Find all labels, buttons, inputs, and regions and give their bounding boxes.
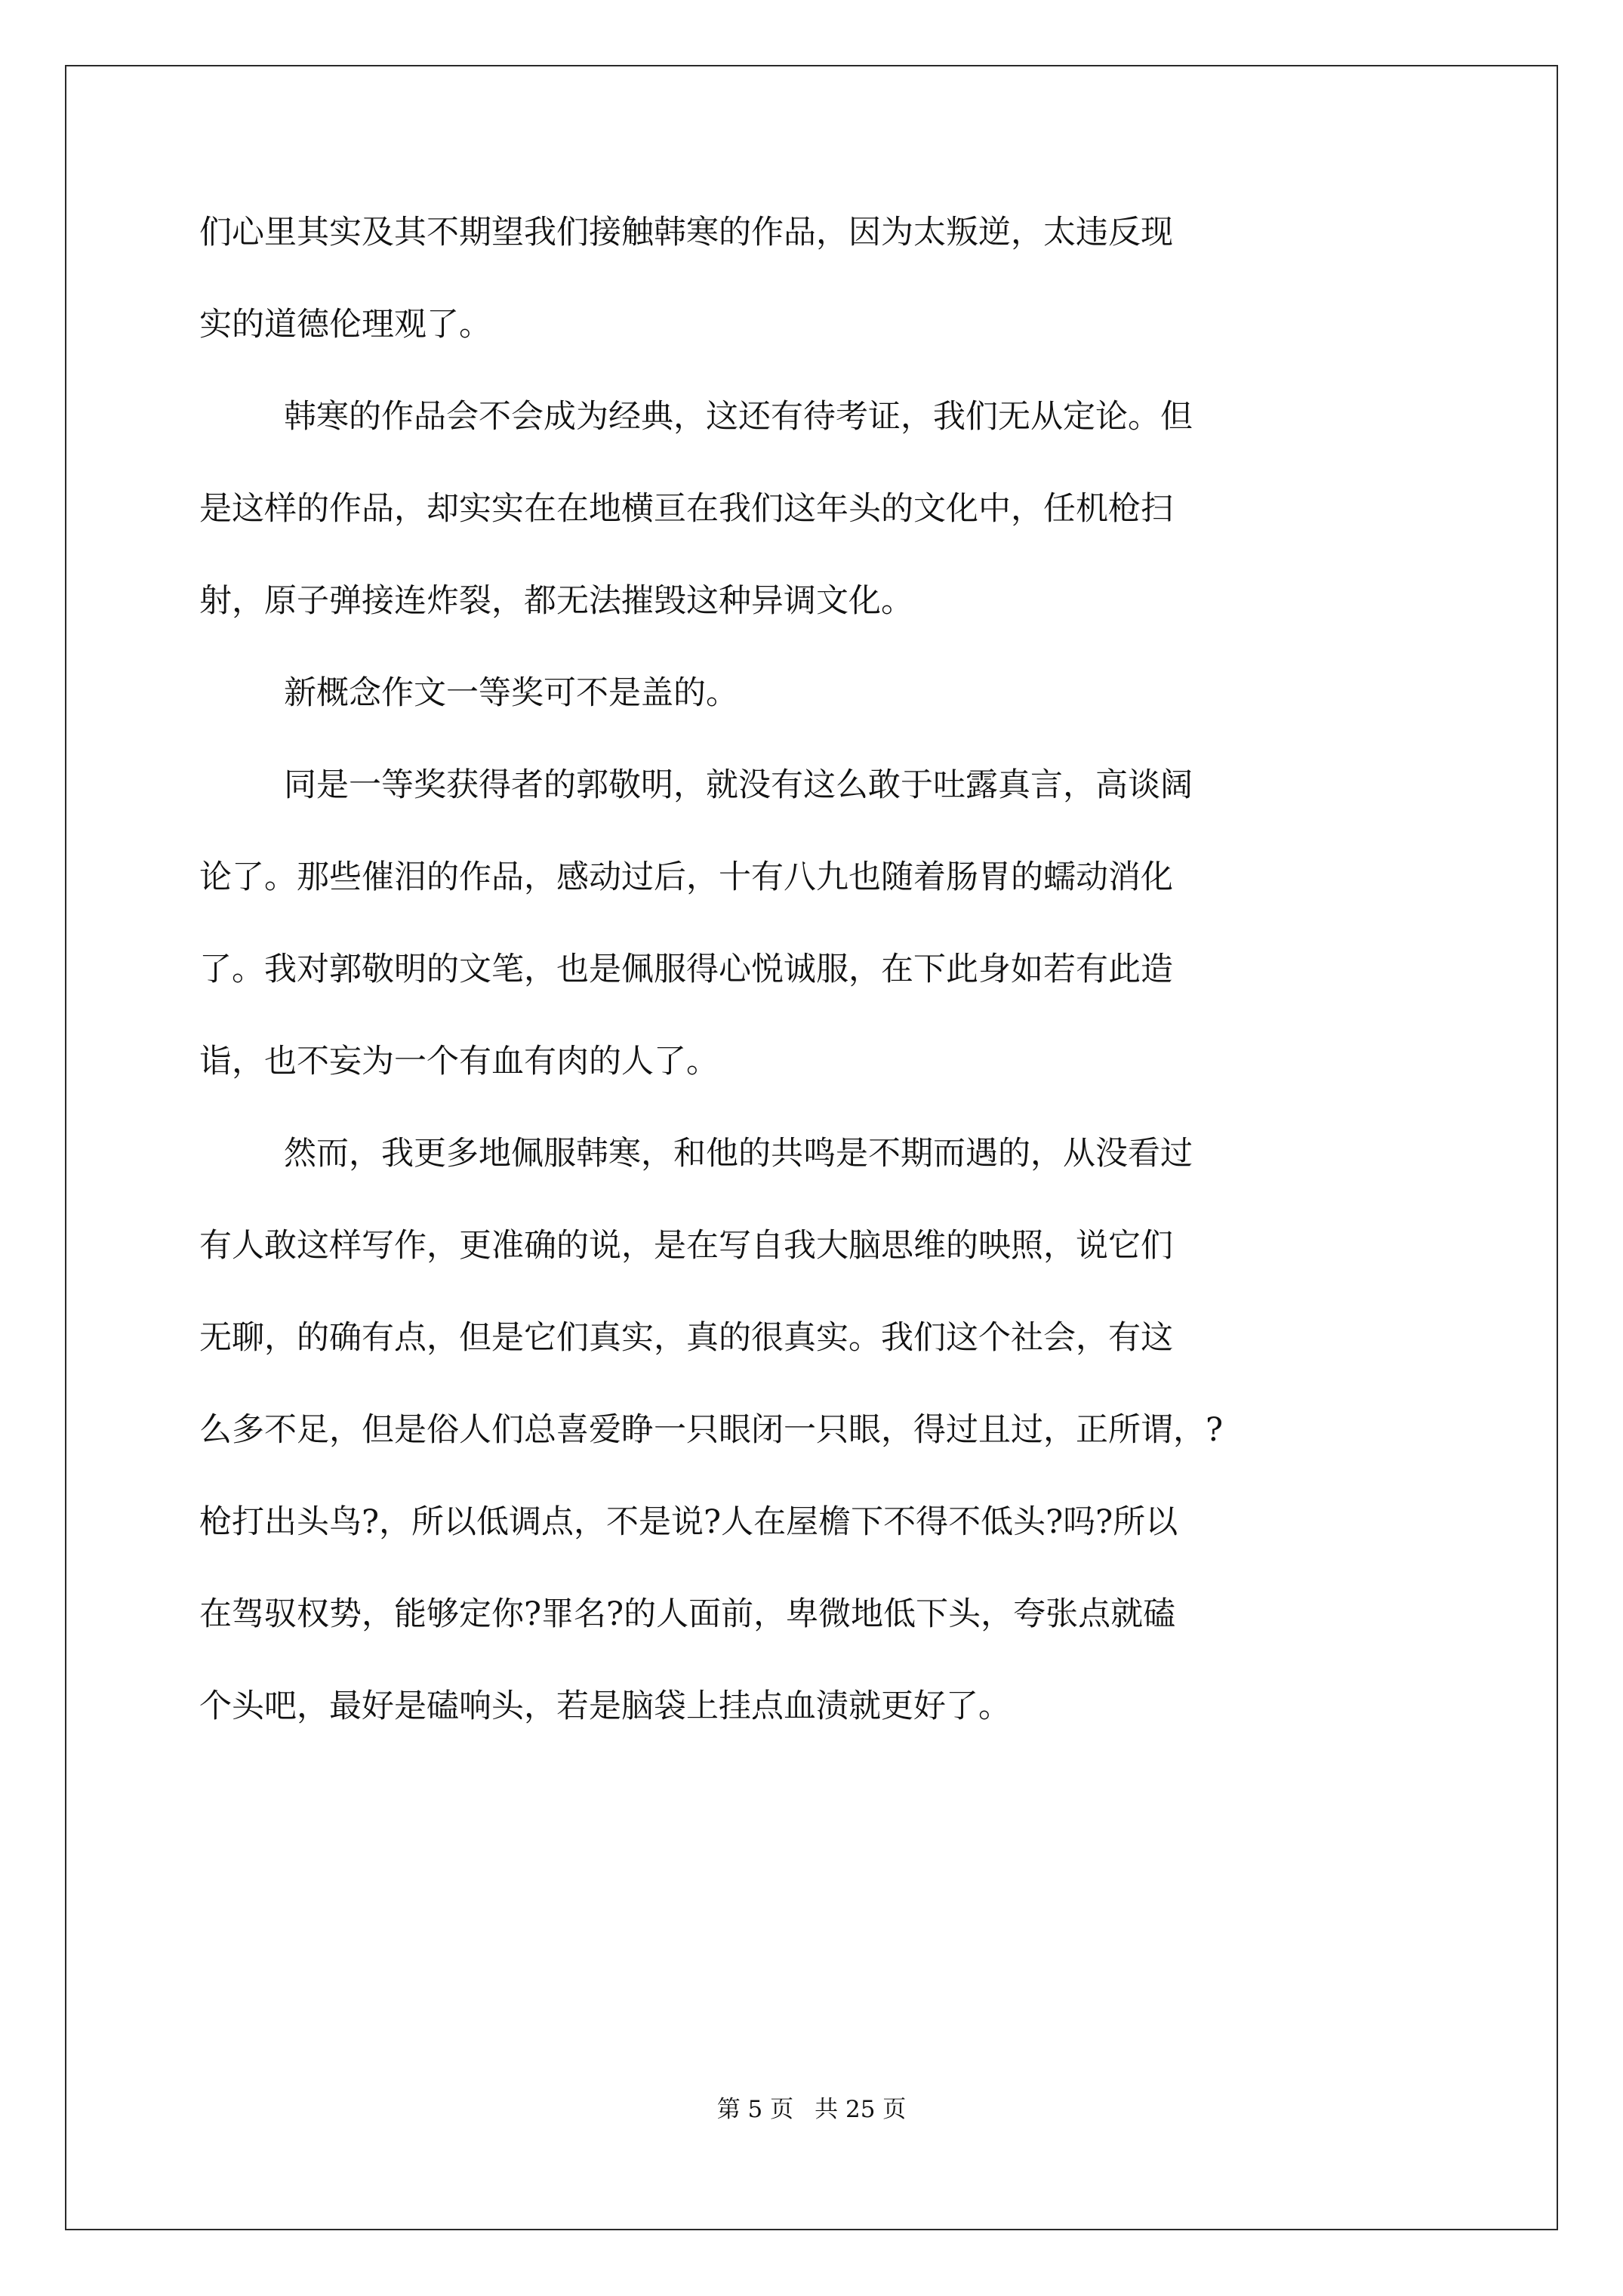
page-footer (0, 2094, 1623, 2125)
text-line: 们心里其实及其不期望我们接触韩寒的作品，因为太叛逆，太违反现 (199, 214, 1173, 251)
text-line: 在驾驭权势，能够定你?罪名?的人面前，卑微地低下头，夸张点就磕 (199, 1595, 1176, 1633)
text-line: 是这样的作品，却实实在在地横亘在我们这年头的文化中，任机枪扫 (199, 490, 1173, 528)
text-line: 么多不足，但是俗人们总喜爱睁一只眼闭一只眼，得过且过，正所谓，? (199, 1411, 1224, 1449)
page-number: 第 5 页 (716, 2096, 794, 2123)
text-line: 枪打出头鸟?，所以低调点，不是说?人在屋檐下不得不低头?吗?所以 (199, 1503, 1178, 1541)
text-line: 无聊，的确有点，但是它们真实，真的很真实。我们这个社会，有这 (199, 1319, 1173, 1357)
paragraph-start-line: 韩寒的作品会不会成为经典，这还有待考证，我们无从定论。但 (284, 398, 1193, 436)
text-line: 诣，也不妄为一个有血有肉的人了。 (199, 1043, 719, 1080)
paragraph-start-line: 同是一等奖获得者的郭敬明，就没有这么敢于吐露真言，高谈阔 (284, 766, 1193, 804)
text-line: 实的道德伦理观了。 (199, 306, 491, 344)
text-line: 有人敢这样写作，更准确的说，是在写自我大脑思维的映照，说它们 (199, 1227, 1173, 1265)
text-line: 个头吧，最好是磕响头，若是脑袋上挂点血渍就更好了。 (199, 1687, 1011, 1725)
paragraph-start-line: 然而，我更多地佩服韩寒，和他的共鸣是不期而遇的，从没看过 (284, 1135, 1193, 1173)
text-line: 了。我对郭敬明的文笔，也是佩服得心悦诚服，在下此身如若有此造 (199, 951, 1173, 988)
text-line: 论了。那些催泪的作品，感动过后，十有八九也随着肠胃的蠕动消化 (199, 858, 1173, 896)
paragraph-start-line: 新概念作文一等奖可不是盖的。 (284, 674, 738, 712)
document-body (199, 211, 1437, 1777)
page-total: 共 25 页 (815, 2096, 907, 2123)
text-line: 射，原子弹接连炸裂，都无法摧毁这种异调文化。 (199, 582, 913, 620)
